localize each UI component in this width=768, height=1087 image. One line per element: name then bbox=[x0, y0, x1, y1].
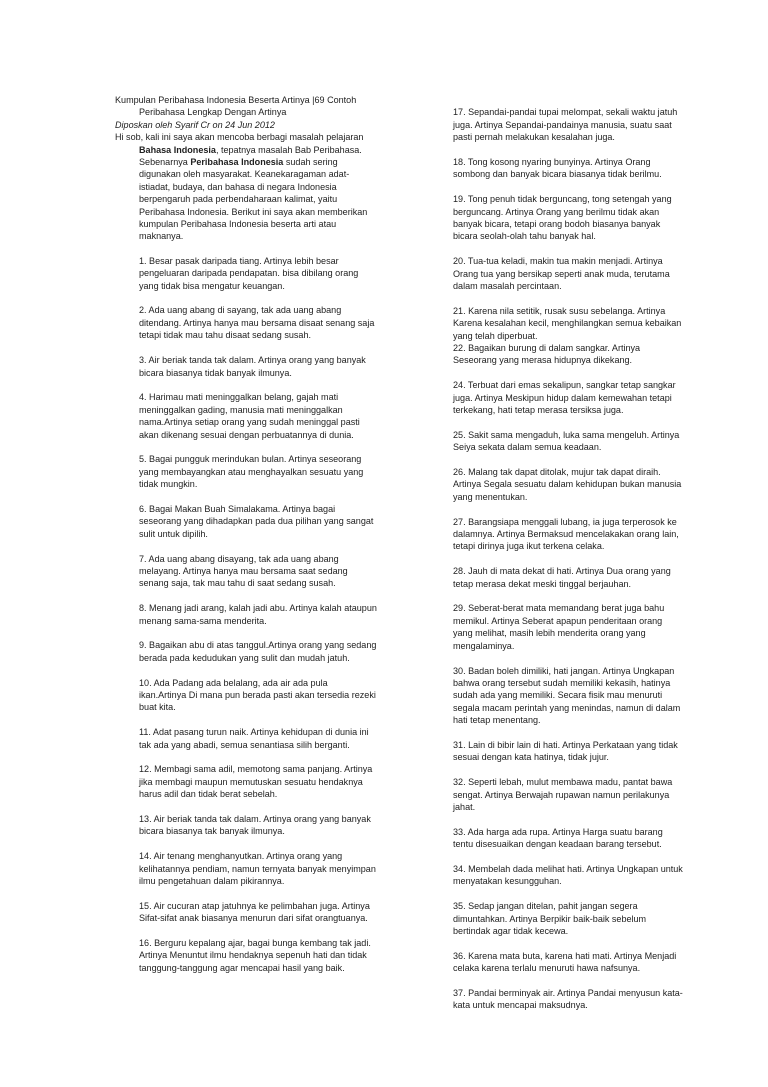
proverb-item: 37. Pandai berminyak air. Artinya Pandai menyusun kata-kata untuk mencapai maksudnya. bbox=[453, 987, 683, 1011]
proverb-item: 18. Tong kosong nyaring bunyinya. Artinya Orang sombong dan banyak bicara biasanya tidak berilmu. bbox=[453, 157, 662, 180]
proverb-item: 14. Air tenang menghanyutkan. Artinya orang yang kelihatannya pendiam, namun ternyata banyak menyimpan ilmu pengetahuan dalam pikirannya. bbox=[139, 851, 376, 886]
left-column bbox=[115, 94, 377, 987]
proverb-item: 32. Seperti lebah, mulut membawa madu, pantat bawa sengat. Artinya Berwajah rupawan namun perilakunya jahat. bbox=[453, 777, 673, 812]
proverb-item: 25. Sakit sama mengaduh, luka sama mengeluh. Artinya Seiya sekata dalam semua keadaan. bbox=[453, 429, 680, 453]
proverb-item: 22. Bagaikan burung di dalam sangkar. Artinya Seseorang yang merasa hidupnya dikekang. bbox=[453, 343, 641, 366]
proverb-item: 8. Menang jadi arang, kalah jadi abu. Artinya kalah ataupun menang sama-sama menderita. bbox=[139, 603, 377, 626]
proverb-item: 7. Ada uang abang disayang, tak ada uang abang melayang. Artinya hanya mau bersama saat sedang senang saja, tak mau tahu di saat sedang susah. bbox=[139, 553, 348, 589]
byline: Diposkan oleh Syarif Cr on 24 Jun 2012 bbox=[115, 119, 275, 130]
proverb-item: 31. Lain di bibir lain di hati. Artinya Perkataan yang tidak sesuai dengan kata hatinya, tidak jujur. bbox=[453, 739, 678, 763]
proverb-item: 36. Karena mata buta, karena hati mati. Artinya Menjadi celaka karena terlalu menuruti hawa nafsunya. bbox=[453, 950, 677, 974]
proverb-item: 35. Sedap jangan ditelan, pahit jangan segera dimuntahkan. Artinya Berpikir baik-baik sebelum bertindak agar tidak kecewa. bbox=[453, 901, 647, 936]
intro-bold-2: Peribahasa Indonesia bbox=[190, 157, 284, 168]
proverb-item: 3. Air beriak tanda tak dalam. Artinya orang yang banyak bicara biasanya tidak banyak ilmunya. bbox=[139, 355, 366, 378]
proverb-item: 21. Karena nila setitik, rusak susu sebelanga. Artinya Karena kesalahan kecil, menghilangkan semua kebaikan yang telah diperbuat. bbox=[453, 305, 682, 341]
proverb-item: 17. Sepandai-pandai tupai melompat, sekali waktu jatuh juga. Artinya Sepandai-pandainya manusia, suatu saat pasti pernah melakukan kesalahan juga. bbox=[453, 107, 678, 143]
proverb-item: 15. Air cucuran atap jatuhnya ke pelimbahan juga. Artinya Sifat-sifat anak biasanya menurun dari sifat orangtuanya. bbox=[139, 900, 370, 924]
right-column bbox=[453, 94, 683, 1024]
intro-text-a: Hi sob, kali ini saya akan mencoba berbagi masalah pelajaran bbox=[115, 132, 364, 143]
proverb-item: 26. Malang tak dapat ditolak, mujur tak dapat diraih. Artinya Segala sesuatu dalam kehidupan bukan manusia yang menentukan. bbox=[453, 467, 682, 502]
proverb-item: 4. Harimau mati meninggalkan belang, gajah mati meninggalkan gading, manusia mati meninggalkan nama.Artinya setiap orang yang sudah meninggal pasti akan dikenang sesuai dengan perbuatannya di dunia. bbox=[139, 392, 360, 440]
proverb-item: 13. Air beriak tanda tak dalam. Artinya orang yang banyak bicara biasanya tak banyak ilmunya. bbox=[139, 813, 371, 837]
proverb-item: 10. Ada Padang ada belalang, ada air ada pula ikan.Artinya Di mana pun berada pasti akan tersedia rezeki buat kita. bbox=[139, 677, 376, 713]
proverb-item: 30. Badan boleh dimiliki, hati jangan. Artinya Ungkapan bahwa orang tersebut sudah memiliki kekasih, hatinya sudah ada yang memiliki. Secara fisik mau menuruti segala macam perintah yang menindas, namun di dalam hati tetap menentang. bbox=[453, 665, 681, 726]
proverb-item: 6. Bagai Makan Buah Simalakama. Artinya bagai seseorang yang dihadapkan pada dua pilihan yang sangat sulit untuk dipilih. bbox=[139, 503, 374, 539]
proverb-item: 16. Berguru kepalang ajar, bagai bunga kembang tak jadi. Artinya Menuntut ilmu hendaknya sepenuh hati dan tidak tanggung-tanggung agar mencapai hasil yang baik. bbox=[139, 937, 371, 973]
proverb-item: 19. Tong penuh tidak berguncang, tong setengah yang berguncang. Artinya Orang yang berilmu tidak akan banyak bicara, tetapi orang bodoh biasanya banyak bicara seolah-olah tahu banyak hal. bbox=[453, 194, 672, 242]
proverb-item: 5. Bagai pungguk merindukan bulan. Artinya seseorang yang membayangkan atau menghayalkan sesuatu yang tidak mungkin. bbox=[139, 454, 364, 490]
proverb-item: 34. Membelah dada melihat hati. Artinya Ungkapan untuk menyatakan kesungguhan. bbox=[453, 863, 683, 887]
intro-text-c: , tepatnya masalah Bab Peribahasa. Sebenarnya bbox=[139, 144, 362, 168]
proverb-item: 11. Adat pasang turun naik. Artinya kehidupan di dunia ini tak ada yang abadi, semua senantiasa silih berganti. bbox=[139, 727, 369, 750]
proverb-item: 24. Terbuat dari emas sekalipun, sangkar tetap sangkar juga. Artinya Meskipun hidup dalam kemewahan tetapi terkekang, hati tetap merasa tersiksa juga. bbox=[453, 380, 676, 416]
proverb-item: 20. Tua-tua keladi, makin tua makin menjadi. Artinya Orang tua yang bersikap seperti anak muda, terutama dalam masalah percintaan. bbox=[453, 256, 670, 292]
proverb-item: 33. Ada harga ada rupa. Artinya Harga suatu barang tentu disesuaikan dengan keadaan barang tersebut. bbox=[453, 826, 663, 850]
intro-bold-1: Bahasa Indonesia bbox=[139, 144, 216, 155]
proverb-item: 2. Ada uang abang di sayang, tak ada uang abang ditendang. Artinya hanya mau bersama disaat senang saja tetapi tidak mau tahu disaat sedang susah. bbox=[139, 305, 375, 341]
column-spacer bbox=[453, 94, 683, 106]
proverb-item: 9. Bagaikan abu di atas tanggul.Artinya orang yang sedang berada pada kedudukan yang sulit dan mudah jatuh. bbox=[139, 640, 377, 663]
proverb-item: 29. Seberat-berat mata memandang berat juga bahu memikul. Artinya Seberat apapun penderitaan orang yang melihat, masih lebih menderita orang yang mengalaminya. bbox=[453, 603, 665, 651]
proverb-item: 28. Jauh di mata dekat di hati. Artinya Dua orang yang tetap merasa dekat meski tinggal berjauhan. bbox=[453, 566, 671, 589]
proverb-item: 1. Besar pasak daripada tiang. Artinya lebih besar pengeluaran daripada pendapatan. bisa dibilang orang yang tidak bisa mengatur keuangan. bbox=[139, 255, 359, 291]
intro-paragraph bbox=[115, 131, 377, 243]
intro-text-d: sudah sering digunakan oleh masyarakat. Keanekaragaman adat-istiadat, budaya, dan bahasa di negara Indonesia berpengaruh pada perbendaharaan kalimat, yaitu Peribahasa Indonesia. Berikut ini saya akan memberikan kumpulan Peribahasa Indonesia beserta arti atau maknanya. bbox=[139, 157, 368, 242]
proverb-item: 27. Barangsiapa menggali lubang, ia juga terperosok ke dalamnya. Artinya Bermaksud mencelakakan orang lain, tetapi dirinya juga ikut terkena celaka. bbox=[453, 516, 679, 552]
document-title: Kumpulan Peribahasa Indonesia Beserta Artinya |69 Contoh Peribahasa Lengkap Dengan Artinya bbox=[115, 95, 357, 118]
proverb-item: 12. Membagi sama adil, memotong sama panjang. Artinya jika membagi maupun memutuskan sesuatu hendaknya harus adil dan tidak berat sebelah. bbox=[139, 764, 373, 800]
